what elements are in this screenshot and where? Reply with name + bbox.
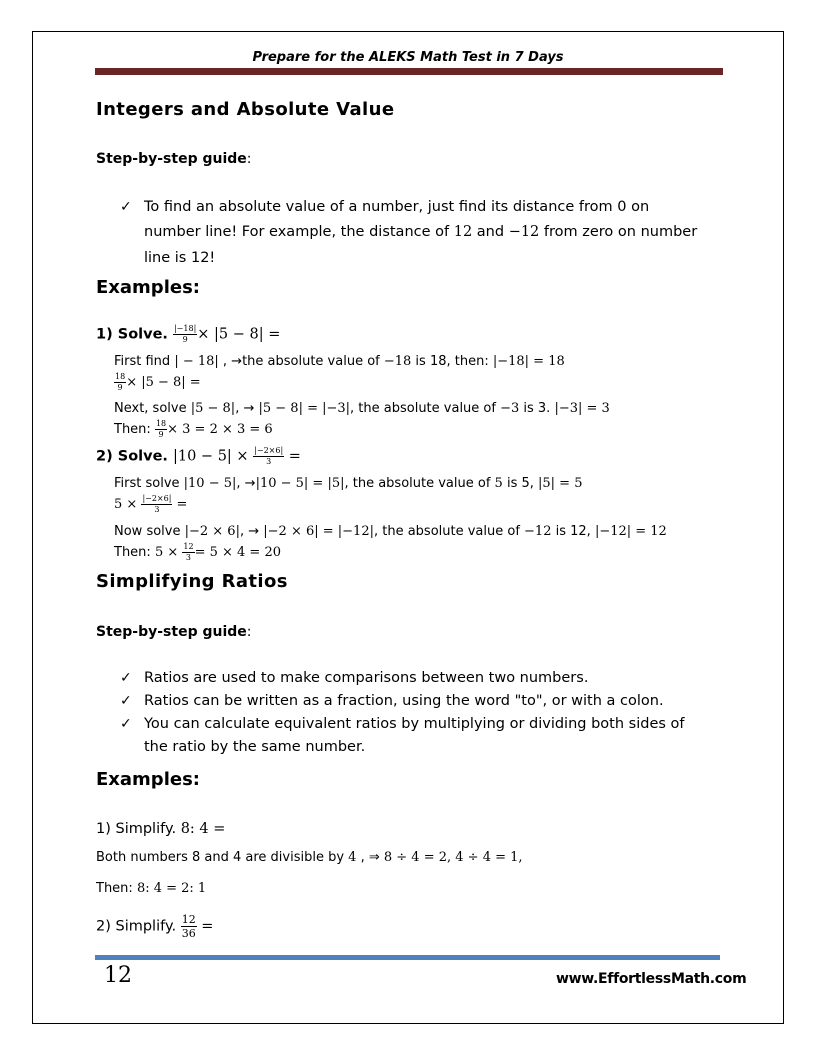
- numerator: 18: [155, 419, 167, 428]
- fraction: [155, 420, 167, 439]
- math-expr: × |5 − 8| =: [126, 375, 201, 390]
- math-expr: |10 − 5|: [183, 476, 237, 491]
- fraction: [114, 373, 126, 392]
- math-expr: |10 − 5| ×: [172, 448, 254, 465]
- step-guide-label: Step-by-step guide: [96, 624, 247, 640]
- denominator: 3: [266, 457, 272, 466]
- math-expr: −12: [524, 524, 552, 539]
- step-guide-heading: [96, 624, 252, 640]
- fraction: [182, 543, 194, 562]
- ratio-example-2: [96, 914, 213, 939]
- fraction: [173, 325, 197, 344]
- denominator: 9: [117, 383, 123, 392]
- fraction: [141, 495, 172, 514]
- text: is 18, then:: [411, 354, 493, 369]
- bullet-text-line: To find an absolute value of a number, just find its distance from 0 on: [144, 199, 650, 215]
- text: First find: [114, 354, 175, 369]
- solution-line: [114, 495, 187, 514]
- page-number: 12: [104, 963, 132, 988]
- math-expr: −3: [500, 401, 520, 416]
- math-expr: 5 ×: [154, 545, 183, 560]
- step-guide-heading: [96, 151, 252, 167]
- footer-rule: [95, 955, 720, 960]
- check-icon: ✓: [120, 199, 132, 215]
- math-expr: |10 − 5| = |5|: [255, 476, 345, 491]
- text: Then:: [114, 422, 155, 437]
- text: Then:: [114, 545, 155, 560]
- text: Next, solve: [114, 401, 191, 416]
- math-expr: =: [284, 448, 301, 465]
- text: , →: [236, 476, 256, 491]
- text: is 5,: [502, 476, 539, 491]
- bullet-text-line: line is 12!: [144, 250, 216, 266]
- ratio-example-1: [96, 821, 225, 837]
- example-2-problem: [96, 447, 301, 466]
- example-label: 2) Solve.: [96, 448, 173, 465]
- text: , the absolute value of: [350, 401, 501, 416]
- header-rule: [95, 68, 723, 75]
- numerator: |−2×6|: [254, 446, 284, 455]
- text: , ⇒: [356, 850, 384, 865]
- bullet-text: from zero on number: [539, 224, 698, 240]
- numerator: |−18|: [173, 324, 197, 333]
- denominator: 36: [181, 927, 196, 940]
- math-expr: |5| = 5: [538, 476, 583, 491]
- text: , the absolute value of: [373, 524, 525, 539]
- bullet-text-line: [144, 224, 697, 240]
- solution-line: [114, 476, 582, 491]
- math-expr: 8: 4 = 2: 1: [136, 881, 207, 896]
- math-expr: =: [196, 918, 214, 935]
- math-expr: |5 − 8|: [190, 401, 236, 416]
- math-expr: |−2 × 6|: [184, 524, 240, 539]
- denominator: 9: [182, 335, 188, 344]
- guide-colon: :: [246, 151, 252, 167]
- text: Both numbers 8 and 4 are divisible by: [96, 850, 349, 865]
- section-title-absolute-value: Integers and Absolute Value: [96, 99, 395, 120]
- solution-line: [114, 401, 610, 416]
- denominator: 3: [154, 505, 160, 514]
- text: First solve: [114, 476, 184, 491]
- solution-line: [114, 373, 201, 392]
- fraction: [253, 447, 284, 466]
- math-expr: 4: [348, 850, 357, 865]
- math-expr: 5 ×: [114, 497, 142, 512]
- bullet-text: and: [472, 224, 509, 240]
- text: , the absolute value of: [344, 476, 495, 491]
- numerator: 12: [181, 913, 196, 926]
- numerator: 18: [115, 372, 126, 381]
- step-guide-label: Step-by-step guide: [96, 151, 247, 167]
- math-expr: = 5 × 4 = 20: [194, 545, 281, 560]
- fraction: [181, 914, 197, 939]
- solution-line: [114, 354, 565, 369]
- check-icon: ✓: [120, 693, 132, 709]
- check-icon: ✓: [120, 670, 132, 686]
- solution-line: [96, 850, 523, 865]
- math-expr: |−3| = 3: [554, 401, 610, 416]
- examples-heading: Examples:: [96, 277, 200, 298]
- running-header: Prepare for the ALEKS Math Test in 7 Days: [252, 50, 564, 65]
- numerator: |−2×6|: [142, 494, 172, 503]
- examples-heading: Examples:: [96, 769, 200, 790]
- math-expr: |−18| = 18: [492, 354, 565, 369]
- solution-line: [114, 543, 281, 562]
- math-expr: |−2 × 6| = |−12|: [263, 524, 374, 539]
- math-expr: 8 ÷ 4 = 2, 4 ÷ 4 = 1,: [383, 850, 523, 865]
- example-label: 1) Simplify.: [96, 821, 181, 837]
- text: Now solve: [114, 524, 185, 539]
- math-expr: | − 18|: [174, 354, 223, 369]
- bullet-text-line: Ratios are used to make comparisons between two numbers.: [144, 670, 589, 686]
- text: , →the absolute value of: [222, 354, 384, 369]
- example-1-problem: [96, 325, 280, 344]
- denominator: 3: [185, 553, 192, 562]
- math-value: −12: [508, 224, 540, 240]
- math-expr: 8: 4 =: [180, 821, 226, 837]
- math-expr: 5: [494, 476, 503, 491]
- text: , →: [235, 401, 259, 416]
- math-expr: −18: [383, 354, 412, 369]
- check-icon: ✓: [120, 716, 132, 732]
- bullet-text-line: You can calculate equivalent ratios by multiplying or dividing both sides of: [144, 716, 685, 732]
- math-expr: |−12| = 12: [594, 524, 667, 539]
- bullet-text: number line! For example, the distance of: [144, 224, 454, 240]
- text: is 12,: [551, 524, 595, 539]
- bullet-text-line: Ratios can be written as a fraction, using the word "to", or with a colon.: [144, 693, 664, 709]
- math-expr: × |5 − 8| =: [197, 326, 281, 343]
- solution-line: [114, 420, 273, 439]
- example-label: 1) Solve.: [96, 326, 173, 343]
- guide-colon: :: [246, 624, 252, 640]
- math-value: 12: [453, 224, 473, 240]
- solution-line: [96, 881, 206, 896]
- website-url[interactable]: www.EffortlessMath.com: [556, 971, 747, 987]
- numerator: 12: [183, 542, 194, 551]
- text: is 3.: [519, 401, 555, 416]
- section-title-simplifying-ratios: Simplifying Ratios: [96, 571, 288, 592]
- bullet-text-line: the ratio by the same number.: [144, 739, 366, 755]
- example-label: 2) Simplify.: [96, 918, 181, 935]
- text: Then:: [96, 881, 137, 896]
- math-expr: × 3 = 2 × 3 = 6: [167, 422, 273, 437]
- text: , →: [239, 524, 264, 539]
- denominator: 9: [158, 430, 164, 439]
- math-expr: |5 − 8| = |−3|: [258, 401, 351, 416]
- solution-line: [114, 524, 667, 539]
- math-expr: =: [172, 497, 188, 512]
